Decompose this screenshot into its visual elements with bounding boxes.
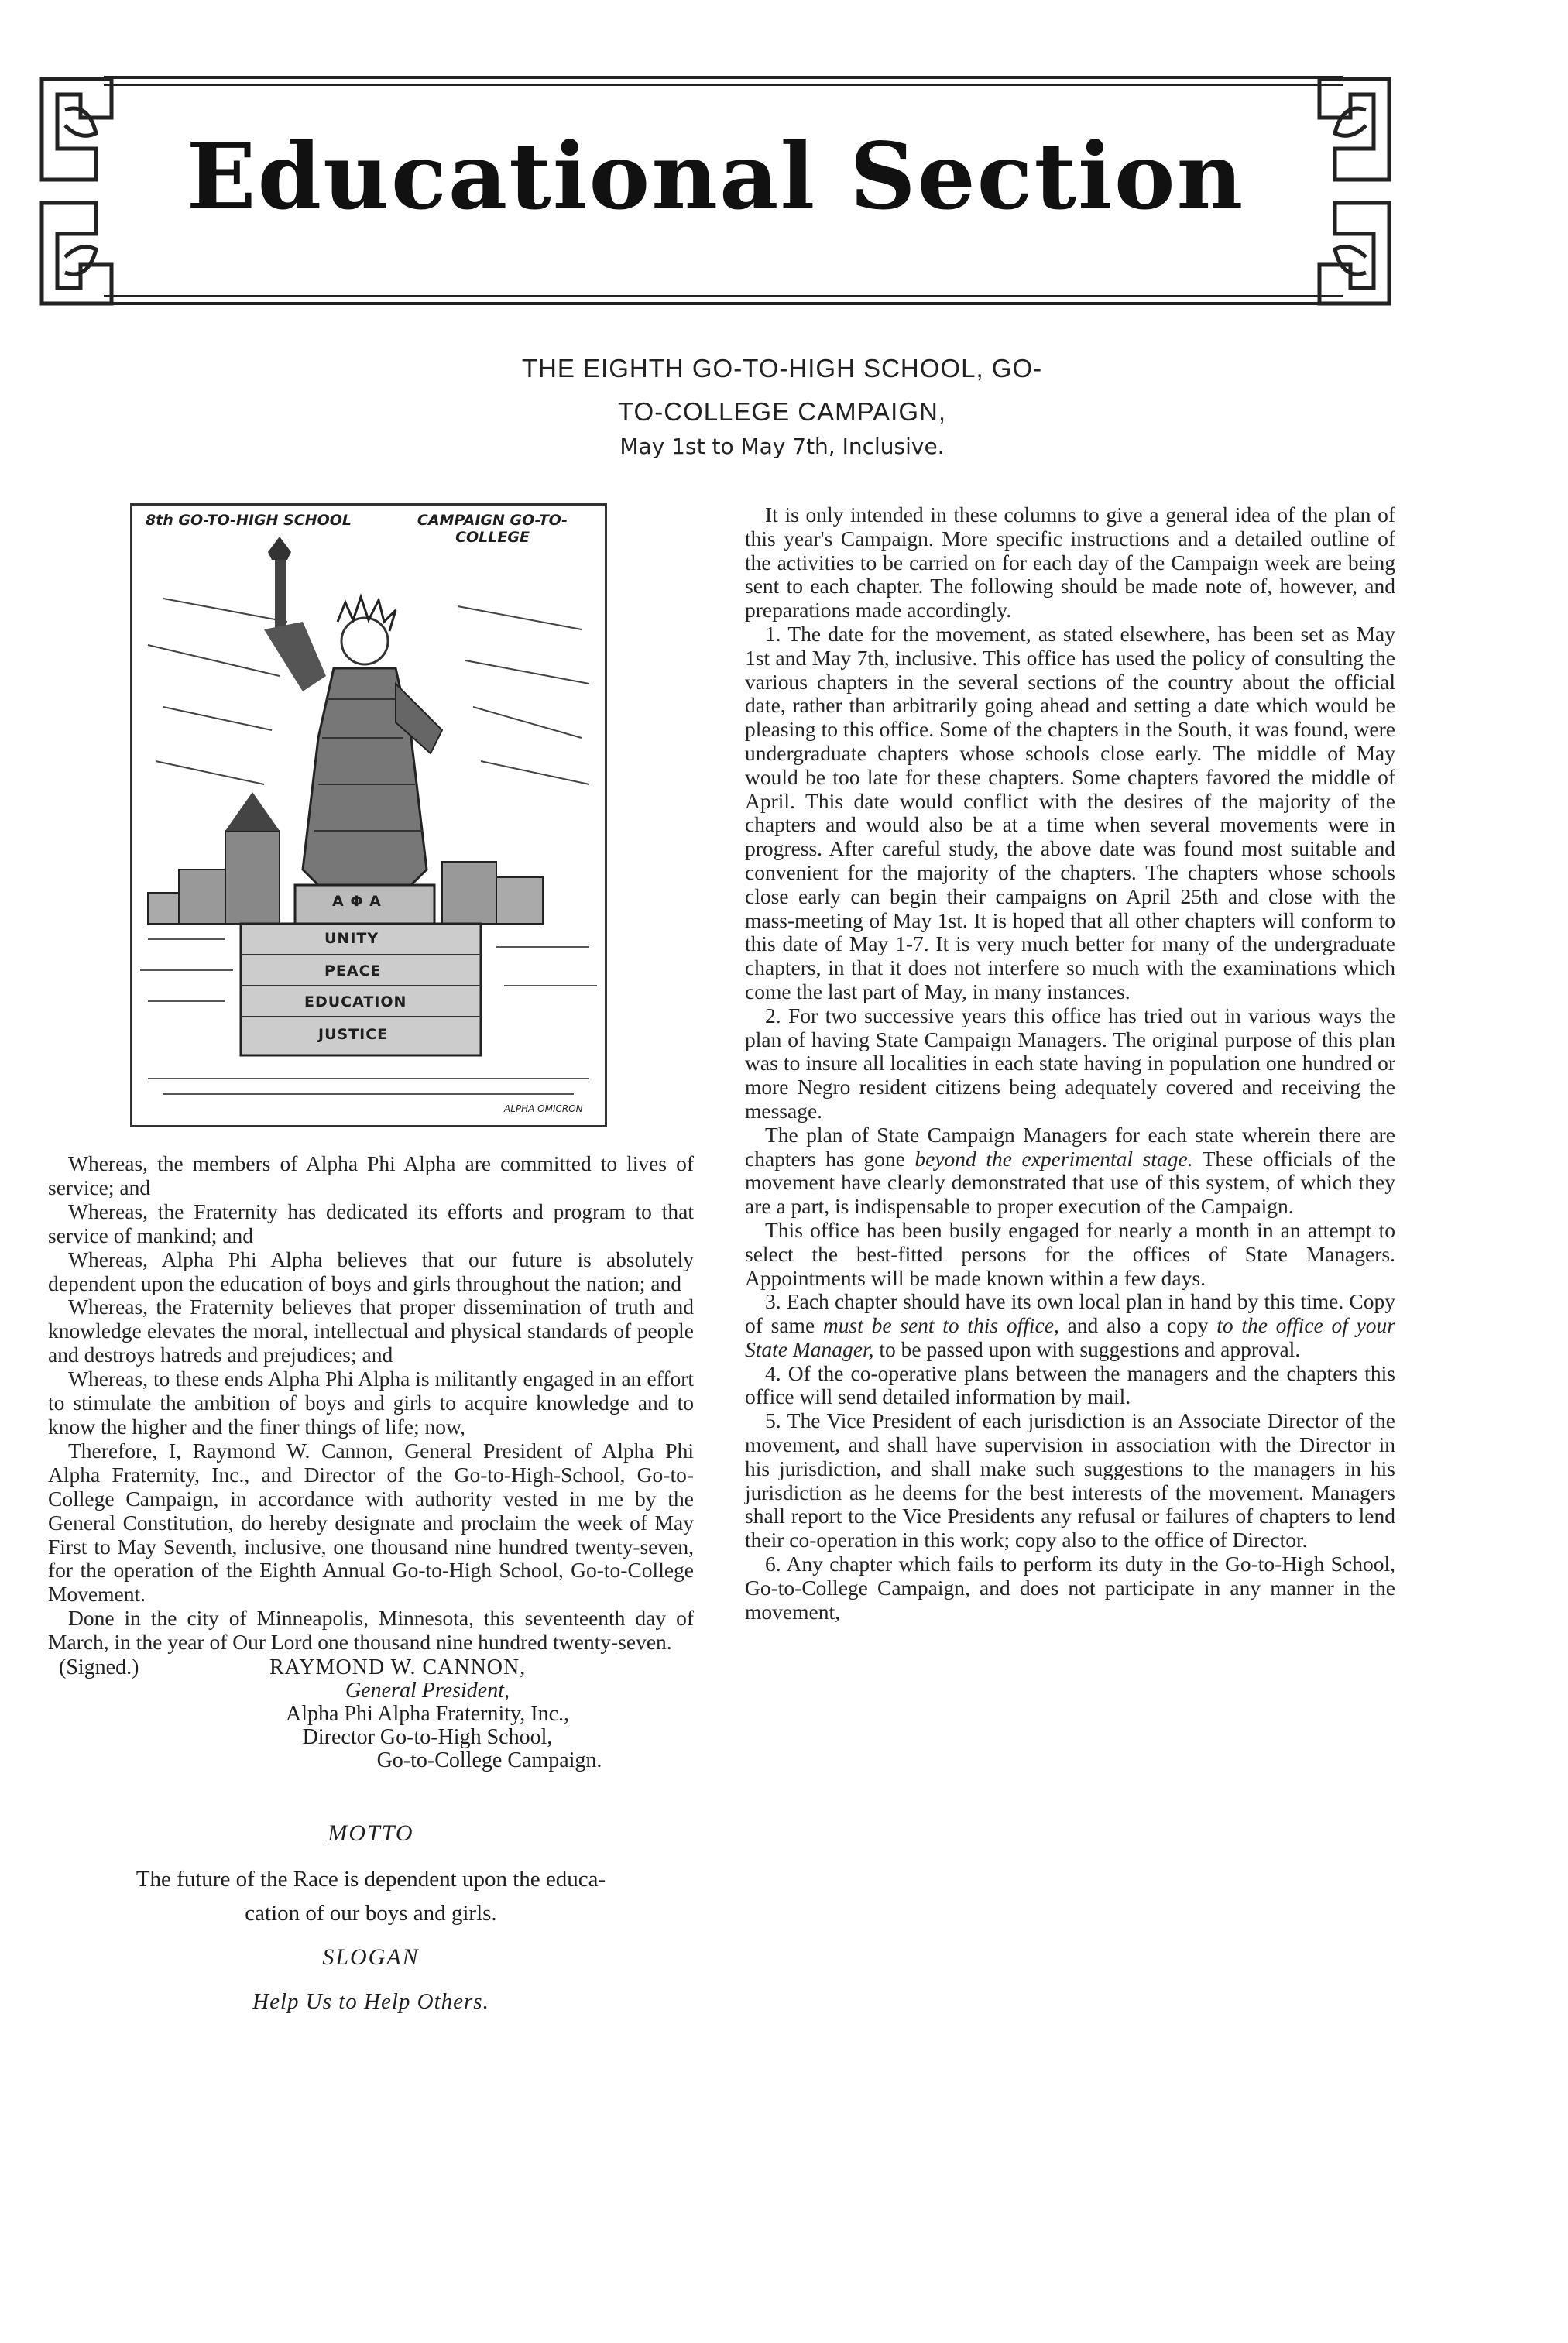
signed-label: (Signed.) (59, 1655, 139, 1680)
proclamation-paragraph: Whereas, to these ends Alpha Phi Alpha is militantly engaged in an effort to stimulate the ambition of boys and girls to acquire knowledge and to know the higher and the finer things of life; now, (48, 1367, 694, 1439)
instructions-item-2: 2. For two successive years this office has tried out in various ways the plan of having State Campaign Managers. The original purpose of this plan was to insure all localities in each state having in population one hundred or more Negro resident citizens being adequately covered and receiving the message. (745, 1003, 1395, 1123)
instructions-item-2c: This office has been busily engaged for nearly a month in an attempt to select the best-fitted persons for the offices of State Managers. Appointments will be made known within a few days. (745, 1217, 1395, 1290)
motto-line2: cation of our boys and girls. (245, 1901, 497, 1926)
slogan-text: Help Us to Help Others. (252, 1989, 489, 2015)
campaign-title-line2: TO-COLLEGE CAMPAIGN, (617, 397, 947, 426)
proclamation-paragraph: Whereas, the Fraternity has dedicated its efforts and program to that service of mankind; and (48, 1199, 694, 1247)
illustration-word-education: EDUCATION (304, 993, 407, 1010)
proclamation-paragraph: Whereas, the Fraternity believes that proper dissemination of truth and knowledge elevates the moral, intellectual and physical standards of people and destroys hatreds and prejudices; and (48, 1295, 694, 1367)
campaign-dates: May 1st to May 7th, Inclusive. (619, 434, 945, 459)
emphasis-text: beyond the experimental stage. (914, 1146, 1193, 1171)
proclamation-paragraph: Done in the city of Minneapolis, Minnesota, this seventeenth day of March, in the year of Our Lord one thousand nine hundred twenty-seven. (48, 1606, 694, 1655)
instructions-item-6: 6. Any chapter which fails to perform its duty in the Go-to-High School, Go-to-College Campaign, and does not participate in any manner in the movement, (745, 1552, 1395, 1624)
instructions-item-3: 3. Each chapter should have its own local plan in hand by this time. Copy of same must be sent to this office, and also a copy to the office of your State Manager, to be passed upon with suggestions and approval. (745, 1289, 1396, 1361)
emphasis-text: to the office of your State Manager, (745, 1313, 1396, 1361)
campaign-title (232, 347, 1332, 434)
proclamation-paragraph: Therefore, I, Raymond W. Cannon, General President of Alpha Phi Alpha Fraternity, Inc., and Director of the Go-to-High-School, Go-to-College Campaign, in accordance with authority vested in me by the General Constitution, do hereby designate and proclaim the week of May First to May Seventh, inclusive, one thousand nine hundred twenty-seven, for the operation of the Eighth Annual Go-to-High School, Go-to-College Movement. (48, 1438, 694, 1607)
signer-org: Alpha Phi Alpha Fraternity, Inc., (285, 1702, 569, 1727)
illustration-word-unity: UNITY (324, 930, 379, 947)
proclamation-column (48, 1152, 694, 2015)
proclamation-paragraph: Whereas, Alpha Phi Alpha believes that our future is absolutely dependent upon the education of boys and girls throughout the nation; and (48, 1247, 694, 1295)
instructions-column (745, 503, 1395, 1624)
motto-heading: MOTTO (328, 1820, 414, 1847)
signature-block (48, 1656, 694, 1772)
instructions-item-1: 1. The date for the movement, as stated elsewhere, has been set as May 1st and May 7th, inclusive. This office has used the policy of consulting the various chapters in the several sections of the country about the official date, rather than arbitrarily going ahead and setting a date which would be pleasing to this office. Some of the chapters in the South, it was found, were undergraduate chapters whose schools close early. The middle of May would be too late for these chapters. Some chapters favored the middle of April. This date would conflict with the desires of the majority of the chapters and would also be at a time when several movements were in progress. After careful study, the above date was found most suitable and convenient for the majority of the chapters. The chapters whose schools close early can begin their campaigns on April 25th and close with the mass-meeting of May 1st. It is hoped that all other chapters will conform to this date of May 1-7. It is very much better for many of the undergraduate chapters, in that it does not interfere so much with the examinations which come the last part of May, in many instances. (745, 621, 1395, 1003)
section-title: Educational Section (186, 122, 1245, 230)
campaign-title-line1: THE EIGHTH GO-TO-HIGH SCHOOL, GO- (521, 354, 1043, 382)
motto-text (48, 1862, 694, 1930)
illustration-left-label: 8th GO-TO-HIGH SCHOOL (145, 512, 352, 529)
instructions-item-5: 5. The Vice President of each jurisdiction is an Associate Director of the movement, and shall have supervision in association with the Director in his jurisdiction, and shall make such suggestions to the managers in his jurisdiction as he deems for the best interests of the movement. Managers shall report to the Vice Presidents any refusal or failures of chapters to lend their co-operation in this work; copy also to the office of Director. (745, 1408, 1395, 1552)
signer-name: RAYMOND W. CANNON, (269, 1655, 527, 1680)
instructions-intro: It is only intended in these columns to give a general idea of the plan of this year's Campaign. More specific instructions and a detailed outline of the activities to be carried on for each day of the Campaign week are being sent to each chapter. The following should be made note of, however, and preparations made accordingly. (745, 503, 1395, 623)
illustration-signature: ALPHA OMICRON (504, 1103, 583, 1114)
illustration-word-justice: JUSTICE (318, 1026, 389, 1043)
motto-line1: The future of the Race is dependent upon the educa- (136, 1867, 606, 1892)
illustration-emblem: A Φ A (332, 893, 382, 910)
section-header (34, 71, 1397, 317)
statue-illustration (130, 503, 607, 1127)
signer-title: General President, (345, 1679, 510, 1703)
illustration-word-peace: PEACE (324, 962, 382, 979)
instructions-item-2b: The plan of State Campaign Managers for each state wherein there are chapters has gone beyond the experimental stage. These officials of the movement have clearly demonstrated that use of this system, of which they are a part, is indispensable to proper execution of the Campaign. (745, 1122, 1395, 1219)
slogan-heading: SLOGAN (322, 1944, 420, 1971)
signer-director: Director Go-to-High School, (302, 1725, 553, 1750)
signer-campaign: Go-to-College Campaign. (376, 1748, 602, 1773)
emphasis-text: must be sent to this office, (822, 1313, 1059, 1338)
instructions-item-4: 4. Of the co-operative plans between the managers and the chapters this office will send detailed information by mail. (745, 1360, 1395, 1409)
illustration-right-label: CAMPAIGN GO-TO-COLLEGE (417, 512, 568, 546)
proclamation-paragraph: Whereas, the members of Alpha Phi Alpha are committed to lives of service; and (48, 1151, 694, 1199)
